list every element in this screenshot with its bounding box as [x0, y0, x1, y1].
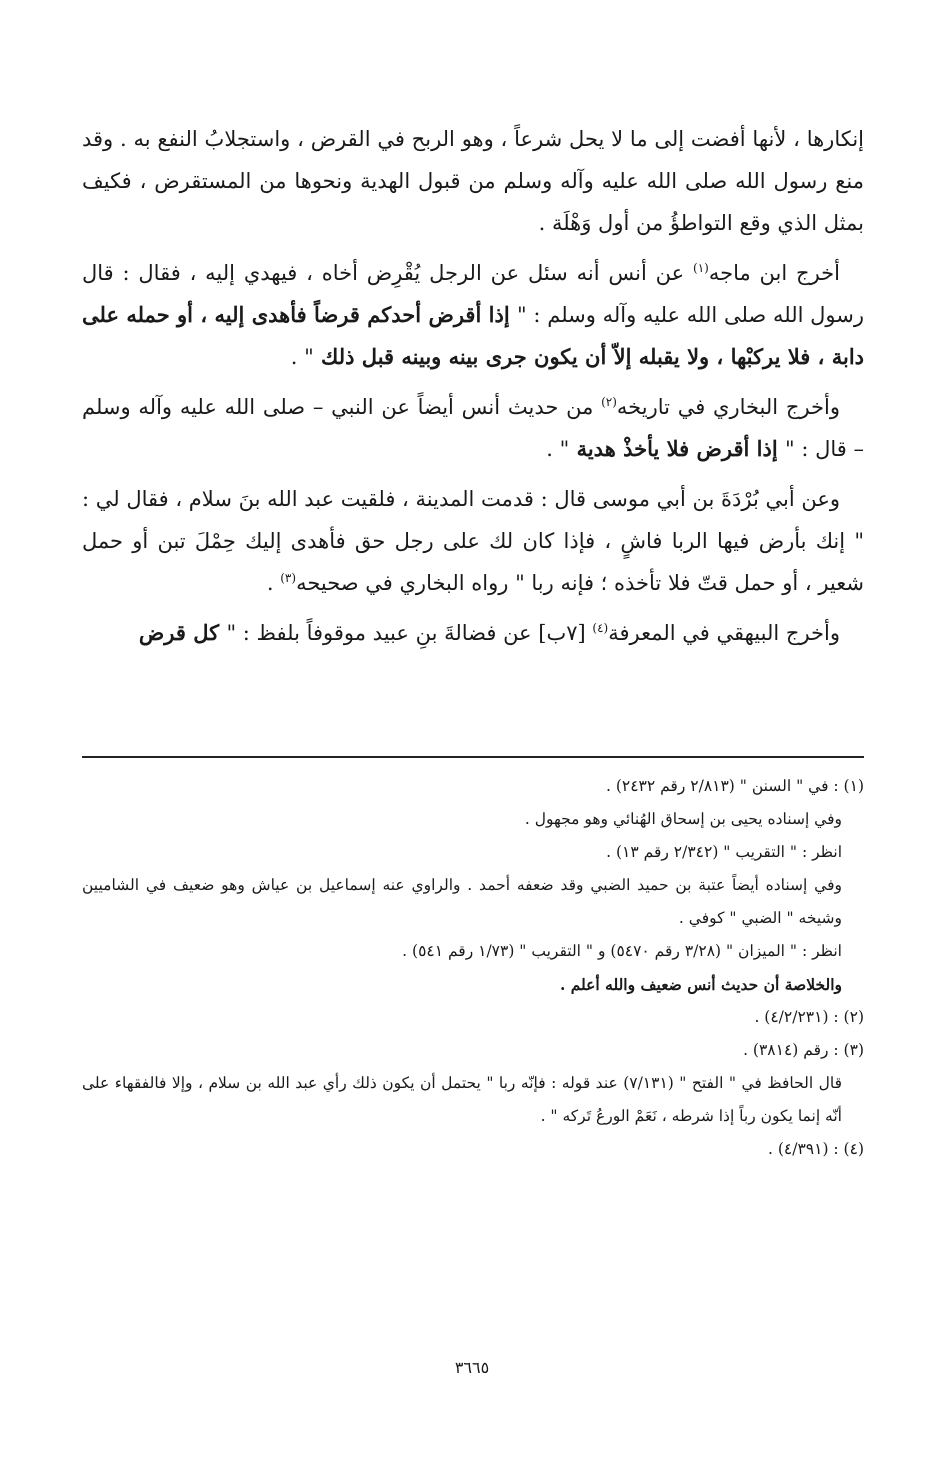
paragraph-3	[82, 386, 864, 470]
footnote-ref-4[interactable]: (٤)	[592, 621, 609, 635]
page-number: ٣٦٦٥	[454, 1358, 490, 1377]
p3-text-c: " .	[546, 437, 570, 461]
footnote-3-line-a: قال الحافظ في " الفتح " (٧/١٣١) عند قوله : فإنّه ربا " يحتمل أن يكون ذلك رأي عبد الله بن سلام ، وإلا فالفقهاء على أنّه إنما يكون رباً إذا شرطه ، نَعَمْ الورعُ تَركه " .	[82, 1074, 842, 1125]
p2-text-a: أخرج ابن ماجه	[708, 261, 840, 285]
p3-text-b: من حديث أنس أيضاً عن النبي – صلى الله عليه وآله وسلم – قال : "	[82, 395, 864, 461]
footnote-1-line-d: انظر : " الميزان " (٣/٢٨ رقم ٥٤٧٠) و " التقريب " (١/٧٣ رقم ٥٤١) .	[402, 942, 842, 960]
p5-text-a: وأخرج البيهقي في المعرفة	[608, 621, 840, 645]
footnote-1-line-c: وفي إسناده أيضاً عتبة بن حميد الضبي وقد ضعفه أحمد . والراوي عنه إسماعيل بن عياش وهو ضعيف في الشاميين وشيخه " الضبي " كوفي .	[82, 876, 842, 927]
p5-hadith-bold: كل قرض	[138, 620, 227, 645]
paragraph-5	[82, 612, 864, 654]
footnote-3: (٣) : رقم (٣٨١٤) .	[743, 1041, 864, 1059]
p2-text-b: عن أنس أنه سئل عن الرجل يُقْرِض أخاه ، فيهدي إليه ، فقال : قال رسول الله صلى الله عليه وآله وسلم : "	[82, 261, 864, 327]
p4-text-b: .	[266, 571, 281, 595]
footnote-divider	[82, 756, 864, 758]
footnotes	[82, 770, 864, 1166]
p2-hadith-bold: إذا أقرض أحدكم قرضاً فأهدى إليه ، أو حمله على دابة ، فلا يركبْها ، ولا يقبله إلاّ أن يكون جرى بينه وبينه قبل ذلك	[82, 302, 864, 369]
footnote-1-line-a: وفي إسناده يحيى بن إسحاق الهُنائي وهو مجهول .	[524, 810, 842, 828]
main-text	[82, 118, 864, 662]
footnote-4: (٤) : (٤/٣٩١) .	[768, 1140, 864, 1158]
footnote-1-line-b: انظر : " التقريب " (٢/٣٤٢ رقم ١٣) .	[606, 843, 842, 861]
paragraph-4	[82, 478, 864, 604]
paragraph-1: إنكارها ، لأنها أفضت إلى ما لا يحل شرعاً ، وهو الربح في القرض ، واستجلابُ النفع به . وقد منع رسول الله صلى الله عليه وآله وسلم من قبول الهدية ونحوها من المستقرض ، فكيف بمثل الذي وقع التواطؤُ من أول وَهْلَة .	[82, 127, 864, 235]
p3-text-a: وأخرج البخاري في تاريخه	[616, 395, 840, 419]
paragraph-2	[82, 252, 864, 378]
footnote-1: (١) : في " السنن " (٢/٨١٣ رقم ٢٤٣٢) .	[605, 777, 864, 795]
footnote-ref-2[interactable]: (٢)	[601, 395, 617, 409]
p5-text-b: [٧ب] عن فضالةَ بنِ عبيد موقوفاً بلفظ : "	[226, 621, 593, 645]
footnote-ref-3[interactable]: (٣)	[280, 571, 297, 585]
p2-text-c: " .	[290, 345, 314, 369]
footnote-1-conclusion: والخلاصة أن حديث أنس ضعيف والله أعلم .	[559, 975, 842, 994]
p4-text-a: وعن أبي بُرْدَةَ بن أبي موسى قال : قدمت المدينة ، فلقيت عبد الله بنَ سلام ، فقال لي : " إنك بأرض فيها الربا فاشٍ ، فإذا كان لك على رجل حق فأهدى إليك حِمْلَ تبن أو حمل شعير ، أو حمل قتّ فلا تأخذه ؛ فإنه ربا " رواه البخاري في صحيحه	[82, 487, 864, 595]
footnote-ref-1[interactable]: (١)	[693, 261, 709, 275]
footnote-2: (٢) : (٤/٢/٢٣١) .	[754, 1008, 864, 1026]
p3-hadith-bold: إذا أقرض فلا يأخذْ هدية	[569, 436, 786, 461]
